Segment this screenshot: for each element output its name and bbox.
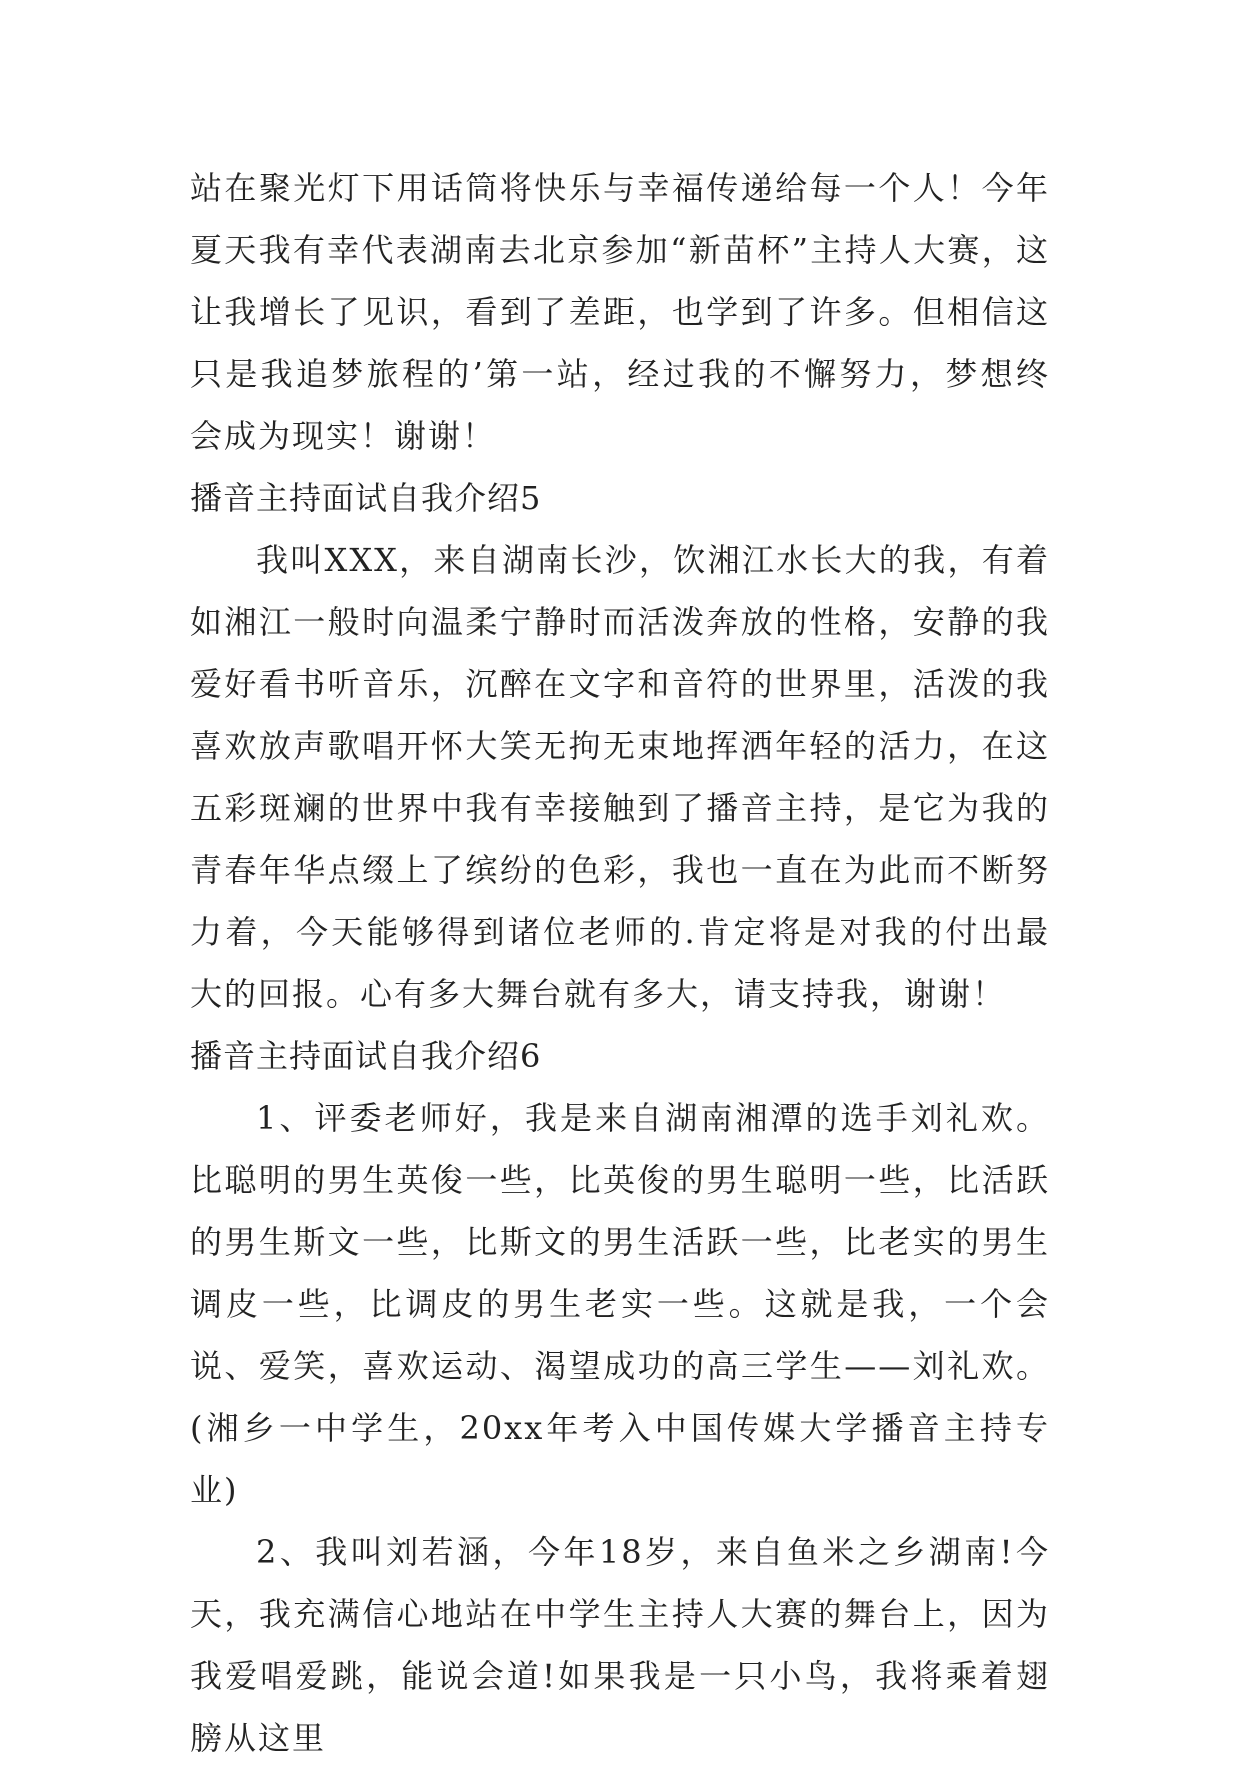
continuation-paragraph: 站在聚光灯下用话筒将快乐与幸福传递给每一个人！今年夏天我有幸代表湖南去北京参加“新苗杯”主持人大赛，这让我增长了见识，看到了差距，也学到了许多。但相信这只是我追梦旅程的’第一站，经过我的不懈努力，梦想终会成为现实！谢谢！	[190, 169, 1050, 455]
section-heading-6: 播音主持面试自我介绍6	[190, 1037, 542, 1075]
section-heading-5: 播音主持面试自我介绍5	[190, 479, 542, 517]
document-body	[190, 157, 1050, 1769]
section-6-paragraph-2: 2、我叫刘若涵，今年18岁，来自鱼米之乡湖南!今天，我充满信心地站在中学生主持人大赛的舞台上，因为我爱唱爱跳，能说会道!如果我是一只小鸟，我将乘着翅膀从这里	[190, 1533, 1050, 1757]
section-6-paragraph-1: 1、评委老师好，我是来自湖南湘潭的选手刘礼欢。比聪明的男生英俊一些，比英俊的男生聪明一些，比活跃的男生斯文一些，比斯文的男生活跃一些，比老实的男生调皮一些，比调皮的男生老实一些。这就是我，一个会说、爱笑，喜欢运动、渴望成功的高三学生——刘礼欢。(湘乡一中学生，20xx年考入中国传媒大学播音主持专业)	[190, 1099, 1050, 1509]
section-5-paragraph: 我叫XXX，来自湖南长沙，饮湘江水长大的我，有着如湘江一般时向温柔宁静时而活泼奔放的性格，安静的我爱好看书听音乐，沉醉在文字和音符的世界里，活泼的我喜欢放声歌唱开怀大笑无拘无束地挥洒年轻的活力，在这五彩斑斓的世界中我有幸接触到了播音主持，是它为我的青春年华点缀上了缤纷的色彩，我也一直在为此而不断努力着，今天能够得到诸位老师的.肯定将是对我的付出最大的回报。心有多大舞台就有多大，请支持我，谢谢！	[190, 541, 1050, 1013]
